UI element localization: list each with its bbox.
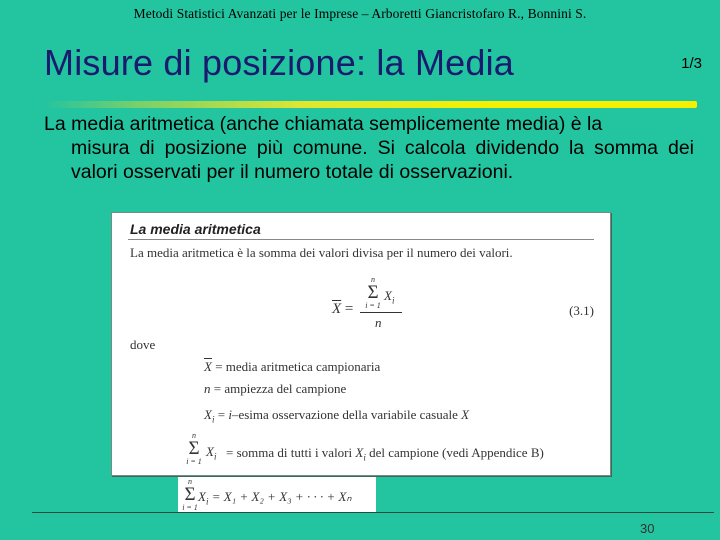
summation-icon: n Σ i = 1 (365, 275, 381, 310)
box-rule (128, 239, 594, 240)
slide-number: 1/3 (681, 55, 702, 72)
definition-box (111, 212, 611, 476)
formula-lhs: $\overline{X}$ = (332, 301, 354, 317)
footer-line (32, 512, 714, 513)
legend-row-mean: $\overline{X}$ = media aritmetica campionaria (204, 359, 381, 374)
box-definition: La media aritmetica è la somma dei valori divisa per il numero dei valori. (130, 245, 513, 260)
legend-row-n: n = ampiezza del campione (204, 381, 347, 396)
summation-icon-expansion: n Σ i = 1 (182, 477, 198, 512)
slide-title: Misure di posizione: la Media (44, 42, 515, 83)
mean-formula (330, 275, 400, 333)
legend-sum-term: $X_i$ (206, 444, 217, 462)
dove-label: dove (130, 337, 156, 352)
legend-row-sum: = somma di tutti i valori $X_i$ del campione (vedi Appendice B) (226, 445, 544, 463)
course-header: Metodi Statistici Avanzati per le Imprese – Arboretti Giancristofaro R., Bonnini S. (133, 6, 587, 21)
title-divider (42, 101, 697, 108)
intro-line-rest: misura di posizione più comune. Si calcola dividendo la somma dei valori osservati per il numero totale di osservazioni. (71, 137, 694, 183)
formula-term: $X_i$ (384, 288, 395, 306)
legend-row-xi: $X_i$ = i–esima osservazione della variabile casuale X (204, 407, 470, 425)
sum-expansion-text: $X_i = X_1 + X_2 + X_3$ + · · · + Xₙ (198, 489, 352, 507)
formula-denominator: n (375, 315, 382, 330)
sum-expansion (178, 477, 376, 513)
page-number: 30 (640, 521, 655, 536)
fraction-bar (360, 312, 402, 313)
summation-icon-legend: n Σ i = 1 (186, 431, 202, 466)
intro-line-first: La media aritmetica (anche chiamata semplicemente media) è la (44, 113, 603, 135)
box-title: La media aritmetica (130, 221, 261, 237)
equation-number: (3.1) (569, 303, 594, 318)
intro-paragraph (44, 112, 694, 184)
